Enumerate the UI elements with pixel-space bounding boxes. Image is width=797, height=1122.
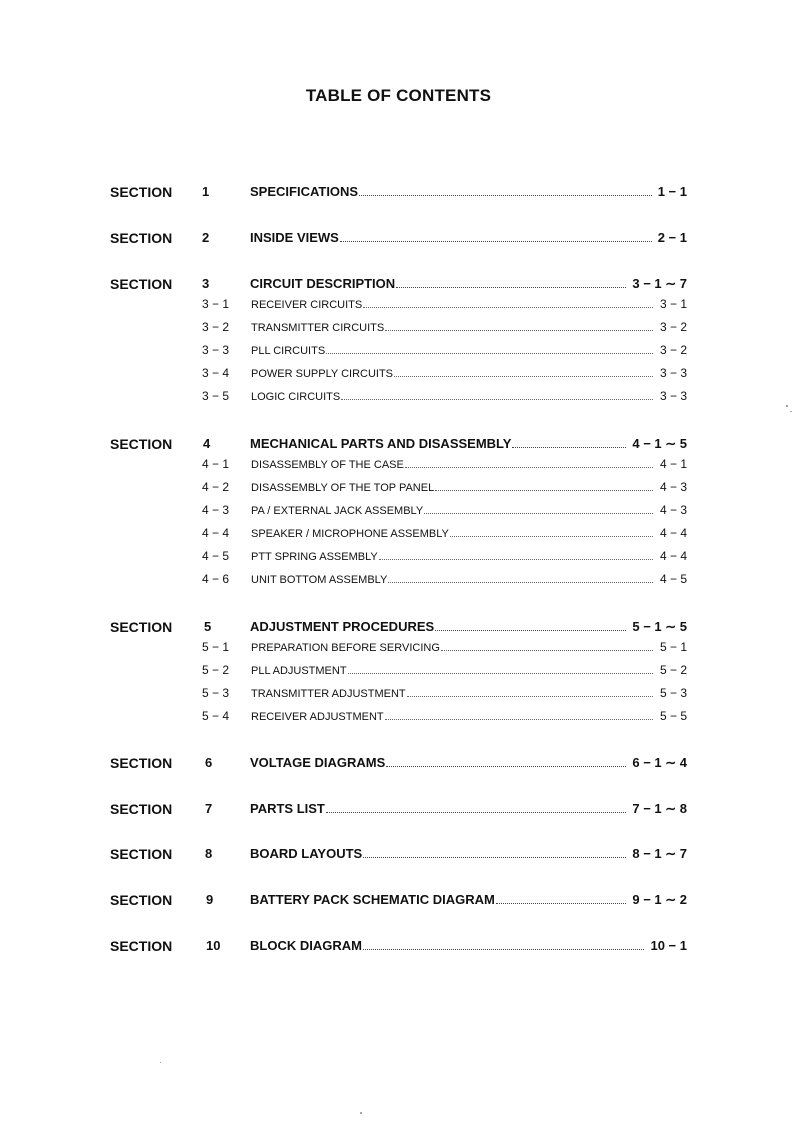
section-title: BLOCK DIAGRAM: [250, 938, 362, 953]
scan-speck: [786, 405, 788, 407]
toc-section-row: [0, 275, 797, 293]
subsection-page-number: 5 − 3: [659, 686, 687, 700]
section-title: CIRCUIT DESCRIPTION: [250, 276, 396, 291]
subsection-title: UNIT BOTTOM ASSEMBLY: [251, 574, 388, 586]
toc-subentry: [251, 570, 687, 589]
toc-subsection-row: [0, 547, 797, 565]
section-title: ADJUSTMENT PROCEDURES: [250, 619, 435, 634]
subsection-page-number: 4 − 5: [659, 572, 687, 586]
toc-section-row: [0, 183, 797, 201]
dot-leader: [348, 661, 653, 674]
dot-leader: [363, 937, 645, 950]
section-title: BATTERY PACK SCHEMATIC DIAGRAM: [250, 892, 495, 907]
section-label: SECTION: [110, 436, 173, 452]
subsection-page-number: 4 − 4: [659, 549, 687, 563]
subsection-number: 3 − 2: [202, 320, 230, 334]
section-page-number: 2 − 1: [657, 230, 687, 245]
subsection-number: 3 − 5: [202, 389, 230, 403]
toc-subentry: [251, 684, 687, 703]
subsection-number: 4 − 5: [202, 549, 230, 563]
subsection-number: 5 − 1: [202, 640, 230, 654]
scan-speck: [360, 1112, 362, 1114]
toc-subentry: [251, 501, 687, 520]
subsection-page-number: 4 − 3: [659, 480, 687, 494]
subsection-number: 3 − 4: [202, 366, 230, 380]
toc-subsection-row: [0, 661, 797, 679]
subsection-page-number: 3 − 2: [659, 320, 687, 334]
subsection-page-number: 3 − 1: [659, 297, 687, 311]
subsection-page-number: 5 − 1: [659, 640, 687, 654]
toc-entry: [250, 275, 687, 293]
toc-section-row: [0, 937, 797, 955]
subsection-title: RECEIVER ADJUSTMENT: [251, 711, 384, 723]
toc-subentry: [251, 387, 687, 406]
subsection-number: 4 − 3: [202, 503, 230, 517]
dot-leader: [379, 547, 653, 560]
subsection-page-number: 4 − 1: [659, 457, 687, 471]
subsection-title: DISASSEMBLY OF THE TOP PANEL: [251, 482, 435, 494]
toc-entry: [250, 435, 687, 453]
toc-subentry: [251, 364, 687, 383]
toc-entry: [250, 229, 687, 247]
subsection-page-number: 3 − 3: [659, 389, 687, 403]
toc-subsection-row: [0, 684, 797, 702]
section-title: BOARD LAYOUTS: [250, 846, 363, 861]
subsection-title: LOGIC CIRCUITS: [251, 391, 341, 403]
section-title: PARTS LIST: [250, 801, 325, 816]
subsection-title: TRANSMITTER CIRCUITS: [251, 322, 385, 334]
dot-leader: [394, 364, 653, 377]
toc-entry: [250, 845, 687, 863]
dot-leader: [326, 800, 627, 813]
subsection-number: 4 − 1: [202, 457, 230, 471]
toc-subentry: [251, 524, 687, 543]
dot-leader: [405, 455, 653, 468]
subsection-number: 3 − 3: [202, 343, 230, 357]
dot-leader: [396, 275, 626, 288]
subsection-page-number: 5 − 5: [659, 709, 687, 723]
toc-subsection-row: [0, 707, 797, 725]
toc-subentry: [251, 478, 687, 497]
subsection-number: 5 − 4: [202, 709, 230, 723]
section-title: MECHANICAL PARTS AND DISASSEMBLY: [250, 436, 512, 451]
section-number: 9: [206, 892, 214, 907]
toc-section-row: [0, 754, 797, 772]
subsection-title: RECEIVER CIRCUITS: [251, 299, 363, 311]
section-number: 2: [202, 230, 210, 245]
subsection-title: PLL ADJUSTMENT: [251, 665, 347, 677]
section-label: SECTION: [110, 846, 173, 862]
subsection-number: 4 − 2: [202, 480, 230, 494]
toc-subentry: [251, 707, 687, 726]
dot-leader: [450, 524, 653, 537]
toc-subsection-row: [0, 570, 797, 588]
dot-leader: [435, 618, 626, 631]
section-number: 10: [206, 938, 221, 953]
page-title: TABLE OF CONTENTS: [305, 86, 492, 105]
section-page-number: 7 − 1 ∼ 8: [632, 801, 687, 816]
section-label: SECTION: [110, 230, 173, 246]
toc-subentry: [251, 318, 687, 337]
toc-subsection-row: [0, 387, 797, 405]
section-label: SECTION: [110, 755, 173, 771]
dot-leader: [441, 638, 653, 651]
toc-subentry: [251, 295, 687, 314]
section-number: 4: [203, 436, 211, 451]
subsection-title: SPEAKER / MICROPHONE ASSEMBLY: [251, 528, 449, 540]
dot-leader: [340, 229, 652, 242]
toc-section-row: [0, 891, 797, 909]
subsection-number: 5 − 3: [202, 686, 230, 700]
section-number: 8: [205, 846, 213, 861]
toc-subentry: [251, 341, 687, 360]
subsection-title: DISASSEMBLY OF THE CASE: [251, 459, 404, 471]
toc-subentry: [251, 547, 687, 566]
dot-leader: [363, 295, 653, 308]
toc-subsection-row: [0, 524, 797, 542]
dot-leader: [341, 387, 653, 400]
toc-subsection-row: [0, 364, 797, 382]
dot-leader: [385, 707, 653, 720]
section-title: INSIDE VIEWS: [250, 230, 339, 245]
dot-leader: [359, 183, 652, 196]
toc-section-row: [0, 229, 797, 247]
dot-leader: [326, 341, 653, 354]
toc-entry: [250, 937, 687, 955]
toc-entry: [250, 618, 687, 636]
subsection-title: PTT SPRING ASSEMBLY: [251, 551, 378, 563]
subsection-title: PA / EXTERNAL JACK ASSEMBLY: [251, 505, 424, 517]
dot-leader: [424, 501, 653, 514]
subsection-page-number: 3 − 3: [659, 366, 687, 380]
toc-section-row: [0, 618, 797, 636]
dot-leader: [388, 570, 653, 583]
section-number: 7: [205, 801, 213, 816]
subsection-number: 4 − 6: [202, 572, 230, 586]
scan-speck: [790, 411, 792, 412]
section-page-number: 3 − 1 ∼ 7: [632, 276, 687, 291]
subsection-page-number: 4 − 4: [659, 526, 687, 540]
toc-subsection-row: [0, 478, 797, 496]
toc-subentry: [251, 455, 687, 474]
dot-leader: [407, 684, 653, 697]
section-page-number: 10 − 1: [650, 938, 687, 953]
section-page-number: 8 − 1 ∼ 7: [632, 846, 687, 861]
dot-leader: [385, 318, 653, 331]
toc-section-row: [0, 435, 797, 453]
dot-leader: [496, 891, 627, 904]
subsection-page-number: 4 − 3: [659, 503, 687, 517]
section-title: SPECIFICATIONS: [250, 184, 359, 199]
subsection-title: TRANSMITTER ADJUSTMENT: [251, 688, 406, 700]
section-number: 3: [202, 276, 210, 291]
toc-subentry: [251, 661, 687, 680]
subsection-title: PREPARATION BEFORE SERVICING: [251, 642, 440, 654]
toc-entry: [250, 754, 687, 772]
dot-leader: [386, 754, 626, 767]
subsection-title: PLL CIRCUITS: [251, 345, 326, 357]
section-label: SECTION: [110, 619, 173, 635]
section-number: 6: [205, 755, 213, 770]
section-number: 5: [204, 619, 212, 634]
toc-subsection-row: [0, 455, 797, 473]
scan-speck: [160, 1062, 161, 1063]
section-number: 1: [202, 184, 210, 199]
section-label: SECTION: [110, 801, 173, 817]
section-title: VOLTAGE DIAGRAMS: [250, 755, 386, 770]
section-label: SECTION: [110, 892, 173, 908]
section-page-number: 9 − 1 ∼ 2: [632, 892, 687, 907]
subsection-number: 5 − 2: [202, 663, 230, 677]
toc-section-row: [0, 845, 797, 863]
toc-subsection-row: [0, 318, 797, 336]
section-page-number: 4 − 1 ∼ 5: [632, 436, 687, 451]
toc-entry: [250, 800, 687, 818]
toc-subsection-row: [0, 295, 797, 313]
section-label: SECTION: [110, 938, 173, 954]
section-page-number: 1 − 1: [657, 184, 687, 199]
section-page-number: 5 − 1 ∼ 5: [632, 619, 687, 634]
section-page-number: 6 − 1 ∼ 4: [632, 755, 687, 770]
dot-leader: [363, 845, 626, 858]
toc-subsection-row: [0, 341, 797, 359]
section-label: SECTION: [110, 276, 173, 292]
toc-section-row: [0, 800, 797, 818]
toc-entry: [250, 891, 687, 909]
dot-leader: [435, 478, 653, 491]
subsection-number: 4 − 4: [202, 526, 230, 540]
section-label: SECTION: [110, 184, 173, 200]
subsection-page-number: 3 − 2: [659, 343, 687, 357]
toc-subsection-row: [0, 638, 797, 656]
toc-entry: [250, 183, 687, 201]
subsection-page-number: 5 − 2: [659, 663, 687, 677]
toc-subentry: [251, 638, 687, 657]
dot-leader: [512, 435, 626, 448]
subsection-title: POWER SUPPLY CIRCUITS: [251, 368, 394, 380]
subsection-number: 3 − 1: [202, 297, 230, 311]
toc-subsection-row: [0, 501, 797, 519]
